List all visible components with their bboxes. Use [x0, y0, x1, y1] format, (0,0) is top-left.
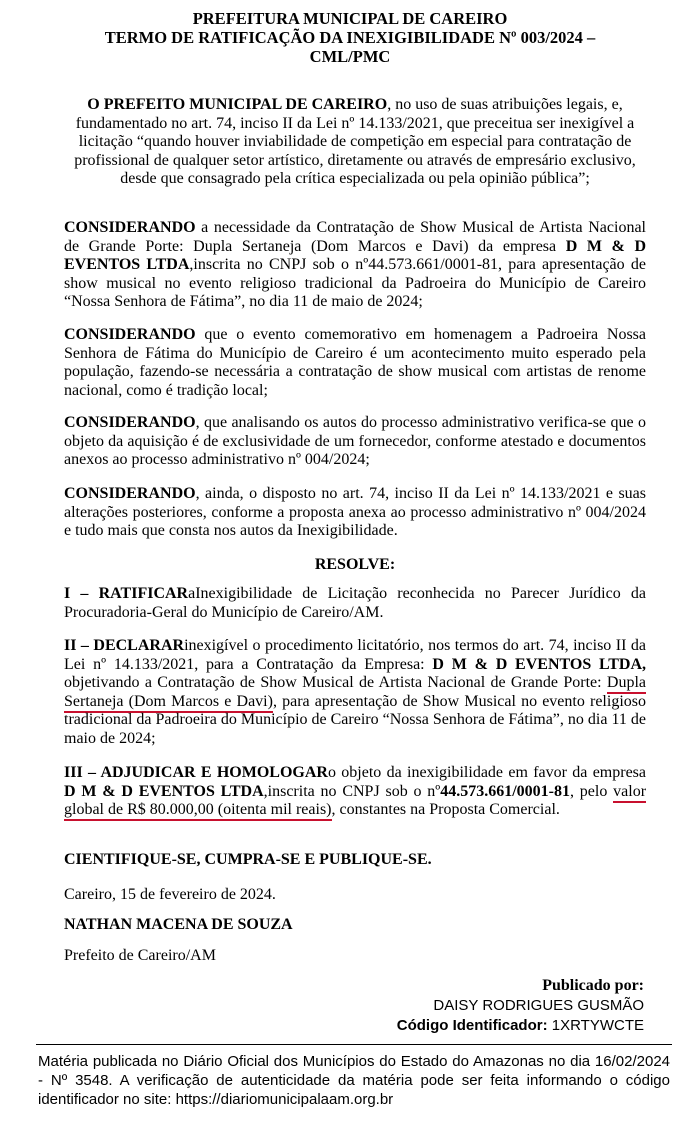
item-3-label: III – ADJUDICAR E HOMOLOGAR [64, 764, 328, 781]
considerando-1-text-b: ,inscrita no CNPJ sob o nº44.573.661/0001-81, para apresentação de show musical no evento religioso tradicional da Padroeira do Município de Careiro “Nossa Senhora de Fátima”, no dia 11 de maio de 2024; [64, 256, 646, 311]
item-2-highlight-artist: Dupla Sertaneja (Dom Marcos e Davi) [64, 674, 646, 713]
considerando-4 [64, 485, 646, 541]
considerando-2-label: CONSIDERANDO [64, 326, 196, 343]
item-3-cnpj: 44.573.661/0001-81 [440, 782, 571, 800]
item-2 [64, 637, 646, 749]
publisher-label: Publicado por: [542, 977, 644, 994]
publisher-block [397, 976, 644, 1036]
item-2-text-a: inexigível o procedimento licitatório, nos termos do art. 74, inciso II da Lei nº 14.133/2021, para a Contratação da Empresa: [64, 637, 646, 673]
closing-statement: CIENTIFIQUE-SE, CUMPRA-SE E PUBLIQUE-SE. [64, 851, 432, 868]
considerando-1-label: CONSIDERANDO [64, 219, 196, 236]
publisher-code-label: Código Identificador: [396, 1017, 548, 1034]
signer-role: Prefeito de Careiro/AM [64, 947, 216, 964]
considerando-3-text: , que analisando os autos do processo administrativo verifica-se que o objeto da aquisição é de exclusividade de um fornecedor, conforme atestado e documentos anexos ao processo administrativo nº 004/2024; [64, 414, 646, 469]
considerando-1-text-a: a necessidade da Contratação de Show Musical de Artista Nacional de Grande Porte: Dupla Sertaneja (Dom Marcos e Davi) da empresa [64, 219, 646, 255]
header-municipality: PREFEITURA MUNICIPAL DE CAREIRO [192, 9, 508, 28]
signer-name: NATHAN MACENA DE SOUZA [64, 916, 293, 933]
item-3-text-b: ,inscrita no CNPJ sob o nº [263, 782, 441, 800]
item-1-text: aInexigibilidade de Licitação reconhecida no Parecer Jurídico da Procuradoria-Geral do Município de Careiro/AM. [64, 585, 647, 621]
considerando-1-company: D M & D EVENTOS LTDA [64, 237, 646, 274]
document-header [0, 9, 700, 66]
item-2-text-c: , para apresentação de Show Musical no evento religioso tradicional da Padroeira do Município de Careiro “Nossa Senhora de Fátima”, no dia 11 de maio de 2024; [64, 692, 646, 747]
publisher-code-value: 1XRTYWCTE [551, 1017, 644, 1034]
item-1-label: I – RATIFICAR [64, 585, 189, 602]
item-2-label: II – DECLARAR [64, 637, 185, 654]
publication-footer: Matéria publicada no Diário Oficial dos Municípios do Estado do Amazonas no dia 16/02/2024 - Nº 3548. A verificação de autenticidade da matéria pode ser feita informando o código identificador no site: https://diariomunicipalaam.org.br [38, 1053, 670, 1108]
item-3-text-c: , pelo [570, 782, 614, 800]
intro-text: , no uso de suas atribuições legais, e, fundamentado no art. 74, inciso II da Lei nº 14.133/2021, que preceitua ser inexigível a licitação “quando houver inviabilidade de competição em especial para contratação de profissional de qualquer setor artístico, diretamente ou através de empresário exclusivo, desde que consagrado pela crítica especializada ou pela opinião pública”; [74, 96, 636, 188]
considerando-2-text: que o evento comemorativo em homenagem a Padroeira Nossa Senhora de Fátima do Município de Careiro é um acontecimento muito esperado pela população, fazendo-se necessária a contratação de show musical com artistas de renome nacional, como é tradição local; [64, 326, 646, 399]
considerando-1 [64, 219, 646, 312]
considerando-3-label: CONSIDERANDO [64, 414, 196, 431]
considerando-4-label: CONSIDERANDO [64, 485, 196, 502]
item-3-text-d: , constantes na Proposta Comercial. [331, 801, 560, 819]
considerando-2 [64, 326, 646, 400]
item-1 [64, 585, 646, 622]
header-title: TERMO DE RATIFICAÇÃO DA INEXIGIBILIDADE Nº 003/2024 – [104, 28, 596, 47]
item-2-company: D M & D EVENTOS LTDA, [432, 655, 646, 673]
item-3 [64, 764, 646, 820]
date-line: Careiro, 15 de fevereiro de 2024. [64, 886, 276, 903]
considerando-4-text: , ainda, o disposto no art. 74, inciso II da Lei nº 14.133/2021 e suas alterações posteriores, conforme a proposta anexa ao processo administrativo nº 004/2024 e tudo mais que consta nos autos da Inexigibilidade. [64, 485, 646, 540]
resolve-heading: RESOLVE: [314, 556, 396, 573]
header-title-suffix: CML/PMC [309, 47, 391, 66]
publisher-code [397, 1016, 644, 1036]
item-3-highlight-value: valor global de R$ 80.000,00 (oitenta mil reais) [64, 783, 646, 822]
item-3-text-a: o objeto da inexigibilidade em favor da empresa [327, 764, 647, 781]
intro-paragraph [64, 96, 646, 189]
footer-divider [36, 1044, 672, 1045]
item-3-company: D M & D EVENTOS LTDA [64, 782, 264, 800]
intro-bold: O PREFEITO MUNICIPAL DE CAREIRO [87, 96, 388, 113]
item-2-text-b: objetivando a Contratação de Show Musical de Artista Nacional de Grande Porte: [64, 674, 607, 692]
publisher-name: DAISY RODRIGUES GUSMÃO [433, 997, 644, 1014]
considerando-3 [64, 414, 646, 470]
